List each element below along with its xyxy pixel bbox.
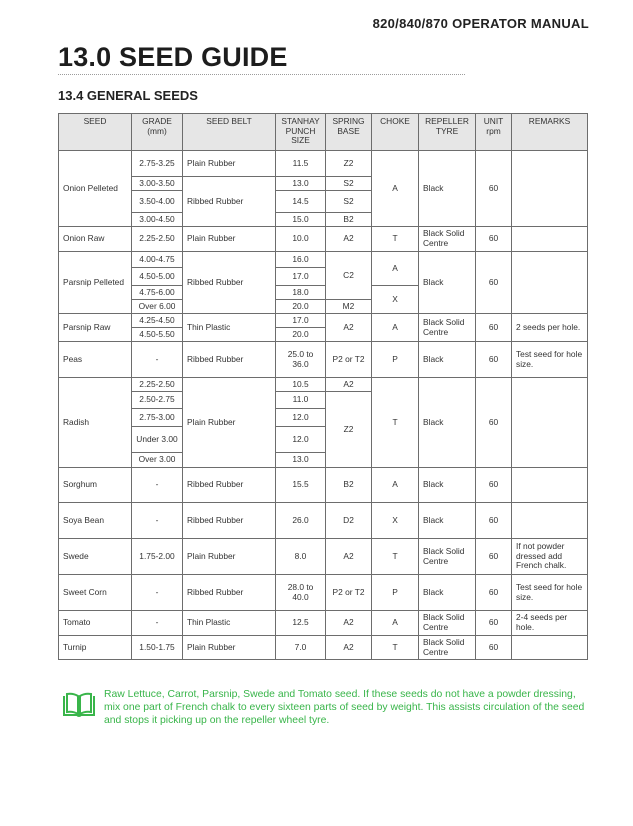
spring-cell: B2 bbox=[326, 468, 372, 503]
remarks-cell: 2-4 seeds per hole. bbox=[512, 611, 588, 636]
grade-cell: 2.75-3.25 bbox=[132, 151, 183, 177]
belt-cell: Ribbed Rubber bbox=[183, 342, 276, 378]
seed-cell: Turnip bbox=[59, 636, 132, 660]
belt-cell: Thin Plastic bbox=[183, 314, 276, 342]
table-row bbox=[59, 151, 588, 177]
grade-cell: 2.75-3.00 bbox=[132, 409, 183, 427]
spring-cell: A2 bbox=[326, 314, 372, 342]
punch-cell: 28.0 to 40.0 bbox=[276, 575, 326, 611]
unit-cell: 60 bbox=[476, 227, 512, 252]
page-title: 13.0 SEED GUIDE bbox=[58, 42, 288, 72]
table-row bbox=[59, 252, 588, 268]
belt-cell: Plain Rubber bbox=[183, 378, 276, 468]
repeller-cell: Black Solid Centre bbox=[419, 314, 476, 342]
column-header-unit-rpm: UNIT rpm bbox=[476, 114, 512, 151]
choke-cell: A bbox=[372, 611, 419, 636]
remarks-cell bbox=[512, 636, 588, 660]
belt-cell: Ribbed Rubber bbox=[183, 177, 276, 227]
punch-cell: 18.0 bbox=[276, 286, 326, 300]
punch-cell: 11.0 bbox=[276, 392, 326, 409]
seed-cell: Peas bbox=[59, 342, 132, 378]
grade-cell: 4.50-5.50 bbox=[132, 328, 183, 342]
punch-cell: 12.5 bbox=[276, 611, 326, 636]
remarks-cell bbox=[512, 227, 588, 252]
column-header-remarks: REMARKS bbox=[512, 114, 588, 151]
grade-cell: Over 6.00 bbox=[132, 300, 183, 314]
seed-cell: Soya Bean bbox=[59, 503, 132, 539]
table-row bbox=[59, 314, 588, 328]
column-header-spring-base: SPRING BASE bbox=[326, 114, 372, 151]
punch-cell: 15.5 bbox=[276, 468, 326, 503]
choke-cell: A bbox=[372, 314, 419, 342]
punch-cell: 20.0 bbox=[276, 328, 326, 342]
choke-cell: T bbox=[372, 636, 419, 660]
punch-cell: 8.0 bbox=[276, 539, 326, 575]
unit-cell: 60 bbox=[476, 611, 512, 636]
table-row bbox=[59, 611, 588, 636]
punch-cell: 14.5 bbox=[276, 191, 326, 213]
spring-cell: A2 bbox=[326, 227, 372, 252]
table-header-row bbox=[59, 114, 588, 151]
unit-cell: 60 bbox=[476, 151, 512, 227]
seed-cell: Swede bbox=[59, 539, 132, 575]
book-icon bbox=[62, 692, 96, 718]
table-row bbox=[59, 378, 588, 392]
belt-cell: Ribbed Rubber bbox=[183, 575, 276, 611]
choke-cell: T bbox=[372, 227, 419, 252]
table-row bbox=[59, 468, 588, 503]
remarks-cell: 2 seeds per hole. bbox=[512, 314, 588, 342]
spring-cell: S2 bbox=[326, 191, 372, 213]
punch-cell: 10.0 bbox=[276, 227, 326, 252]
seed-cell: Radish bbox=[59, 378, 132, 468]
repeller-cell: Black Solid Centre bbox=[419, 227, 476, 252]
spring-cell: Z2 bbox=[326, 151, 372, 177]
belt-cell: Plain Rubber bbox=[183, 539, 276, 575]
column-header-grade: GRADE (mm) bbox=[132, 114, 183, 151]
grade-cell: 4.25-4.50 bbox=[132, 314, 183, 328]
belt-cell: Thin Plastic bbox=[183, 611, 276, 636]
grade-cell: - bbox=[132, 468, 183, 503]
repeller-cell: Black bbox=[419, 342, 476, 378]
choke-cell: T bbox=[372, 378, 419, 468]
remarks-cell bbox=[512, 378, 588, 468]
seed-cell: Parsnip Raw bbox=[59, 314, 132, 342]
seed-cell: Parsnip Pelleted bbox=[59, 252, 132, 314]
remarks-cell: If not powder dressed add French chalk. bbox=[512, 539, 588, 575]
choke-cell: X bbox=[372, 503, 419, 539]
punch-cell: 26.0 bbox=[276, 503, 326, 539]
unit-cell: 60 bbox=[476, 575, 512, 611]
grade-cell: 2.25-2.50 bbox=[132, 227, 183, 252]
belt-cell: Plain Rubber bbox=[183, 227, 276, 252]
repeller-cell: Black bbox=[419, 468, 476, 503]
punch-cell: 13.0 bbox=[276, 177, 326, 191]
choke-cell: A bbox=[372, 252, 419, 286]
remarks-cell bbox=[512, 468, 588, 503]
punch-cell: 10.5 bbox=[276, 378, 326, 392]
punch-cell: 12.0 bbox=[276, 427, 326, 453]
repeller-cell: Black bbox=[419, 252, 476, 314]
punch-cell: 7.0 bbox=[276, 636, 326, 660]
choke-cell: A bbox=[372, 468, 419, 503]
seed-cell: Sorghum bbox=[59, 468, 132, 503]
table-row bbox=[59, 575, 588, 611]
repeller-cell: Black bbox=[419, 151, 476, 227]
remarks-cell: Test seed for hole size. bbox=[512, 342, 588, 378]
grade-cell: 2.50-2.75 bbox=[132, 392, 183, 409]
spring-cell: D2 bbox=[326, 503, 372, 539]
manual-header: 820/840/870 OPERATOR MANUAL bbox=[372, 16, 589, 31]
unit-cell: 60 bbox=[476, 539, 512, 575]
spring-cell: Z2 bbox=[326, 392, 372, 468]
spring-cell: A2 bbox=[326, 539, 372, 575]
punch-cell: 11.5 bbox=[276, 151, 326, 177]
repeller-cell: Black Solid Centre bbox=[419, 636, 476, 660]
table-row bbox=[59, 342, 588, 378]
table-row bbox=[59, 227, 588, 252]
column-header-repeller-tyre: REPELLER TYRE bbox=[419, 114, 476, 151]
column-header-seed-belt: SEED BELT bbox=[183, 114, 276, 151]
spring-cell: S2 bbox=[326, 177, 372, 191]
seed-cell: Onion Raw bbox=[59, 227, 132, 252]
column-header-seed: SEED bbox=[59, 114, 132, 151]
choke-cell: T bbox=[372, 539, 419, 575]
unit-cell: 60 bbox=[476, 636, 512, 660]
punch-cell: 20.0 bbox=[276, 300, 326, 314]
grade-cell: 4.75-6.00 bbox=[132, 286, 183, 300]
unit-cell: 60 bbox=[476, 503, 512, 539]
punch-cell: 15.0 bbox=[276, 213, 326, 227]
remarks-cell bbox=[512, 252, 588, 314]
remarks-cell bbox=[512, 503, 588, 539]
belt-cell: Ribbed Rubber bbox=[183, 503, 276, 539]
seed-cell: Sweet Corn bbox=[59, 575, 132, 611]
grade-cell: 4.50-5.00 bbox=[132, 268, 183, 286]
table-row bbox=[59, 503, 588, 539]
spring-cell: P2 or T2 bbox=[326, 342, 372, 378]
choke-cell: X bbox=[372, 286, 419, 314]
grade-cell: 3.00-4.50 bbox=[132, 213, 183, 227]
choke-cell: A bbox=[372, 151, 419, 227]
grade-cell: - bbox=[132, 503, 183, 539]
grade-cell: 3.00-3.50 bbox=[132, 177, 183, 191]
grade-cell: 4.00-4.75 bbox=[132, 252, 183, 268]
punch-cell: 17.0 bbox=[276, 268, 326, 286]
grade-cell: Over 3.00 bbox=[132, 453, 183, 468]
remarks-cell: Test seed for hole size. bbox=[512, 575, 588, 611]
grade-cell: - bbox=[132, 611, 183, 636]
repeller-cell: Black bbox=[419, 575, 476, 611]
grade-cell: 3.50-4.00 bbox=[132, 191, 183, 213]
unit-cell: 60 bbox=[476, 468, 512, 503]
repeller-cell: Black bbox=[419, 503, 476, 539]
unit-cell: 60 bbox=[476, 342, 512, 378]
choke-cell: P bbox=[372, 575, 419, 611]
note-text: Raw Lettuce, Carrot, Parsnip, Swede and Tomato seed. If these seeds do not have a powder dressing, mix one part of French chalk to every sixteen parts of seed by weight. This assists circulation of the seed and stops it picking up on the repeller wheel tyre. bbox=[104, 689, 585, 726]
seed-cell: Tomato bbox=[59, 611, 132, 636]
belt-cell: Plain Rubber bbox=[183, 151, 276, 177]
repeller-cell: Black bbox=[419, 378, 476, 468]
grade-cell: - bbox=[132, 342, 183, 378]
spring-cell: A2 bbox=[326, 611, 372, 636]
section-subtitle: 13.4 GENERAL SEEDS bbox=[58, 88, 198, 103]
spring-cell: A2 bbox=[326, 378, 372, 392]
punch-cell: 17.0 bbox=[276, 314, 326, 328]
repeller-cell: Black Solid Centre bbox=[419, 611, 476, 636]
spring-cell: A2 bbox=[326, 636, 372, 660]
column-header-choke: CHOKE bbox=[372, 114, 419, 151]
punch-cell: 16.0 bbox=[276, 252, 326, 268]
spring-cell: B2 bbox=[326, 213, 372, 227]
grade-cell: - bbox=[132, 575, 183, 611]
unit-cell: 60 bbox=[476, 314, 512, 342]
grade-cell: 2.25-2.50 bbox=[132, 378, 183, 392]
belt-cell: Ribbed Rubber bbox=[183, 252, 276, 314]
seed-guide-table bbox=[58, 113, 588, 660]
grade-cell: Under 3.00 bbox=[132, 427, 183, 453]
unit-cell: 60 bbox=[476, 252, 512, 314]
spring-cell: M2 bbox=[326, 300, 372, 314]
punch-cell: 12.0 bbox=[276, 409, 326, 427]
unit-cell: 60 bbox=[476, 378, 512, 468]
remarks-cell bbox=[512, 151, 588, 227]
title-divider bbox=[58, 74, 465, 75]
belt-cell: Plain Rubber bbox=[183, 636, 276, 660]
punch-cell: 25.0 to 36.0 bbox=[276, 342, 326, 378]
column-header-punch-size: STANHAY PUNCH SIZE bbox=[276, 114, 326, 151]
grade-cell: 1.75-2.00 bbox=[132, 539, 183, 575]
repeller-cell: Black Solid Centre bbox=[419, 539, 476, 575]
spring-cell: P2 or T2 bbox=[326, 575, 372, 611]
seed-cell: Onion Pelleted bbox=[59, 151, 132, 227]
table-row bbox=[59, 539, 588, 575]
spring-cell: C2 bbox=[326, 252, 372, 300]
table-row bbox=[59, 636, 588, 660]
grade-cell: 1.50-1.75 bbox=[132, 636, 183, 660]
belt-cell: Ribbed Rubber bbox=[183, 468, 276, 503]
choke-cell: P bbox=[372, 342, 419, 378]
punch-cell: 13.0 bbox=[276, 453, 326, 468]
